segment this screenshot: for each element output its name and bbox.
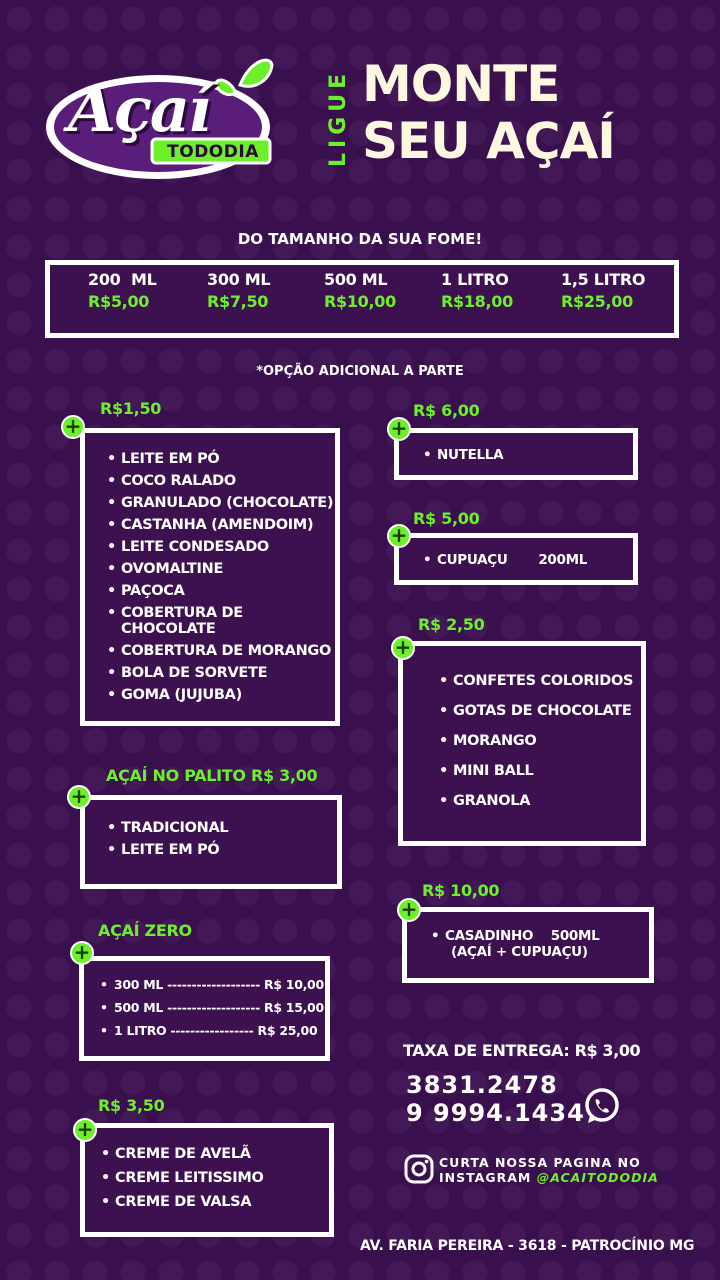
address: AV. FARIA PEREIRA - 3618 - PATROCÍNIO MG: [360, 1238, 695, 1254]
palito-title: AÇAÍ NO PALITO R$ 3,00: [106, 766, 318, 785]
size-label: 1,5 LITRO: [561, 270, 646, 289]
list-item: • 1 LITRO ----------------- R$ 25,00: [100, 1023, 325, 1038]
instagram-prefix: INSTAGRAM: [439, 1170, 537, 1185]
list-item: • MINI BALL: [439, 763, 641, 779]
size-option: [561, 270, 645, 311]
size-option: [88, 270, 157, 311]
header-line1: MONTE: [362, 55, 560, 113]
addon-box: [394, 533, 638, 585]
instagram-handle[interactable]: @ACAITODODIA: [536, 1170, 659, 1185]
zero-title: AÇAÍ ZERO: [98, 921, 192, 940]
group-price: R$ 10,00: [422, 881, 500, 900]
group-price: R$ 2,50: [418, 615, 485, 634]
addon-list: [85, 1128, 329, 1210]
instagram-icon[interactable]: [404, 1154, 434, 1184]
plus-icon: +: [387, 417, 411, 441]
plus-icon: +: [397, 898, 421, 922]
list-item: • TRADICIONAL: [107, 820, 337, 836]
list-item: • LEITE EM PÓ: [107, 451, 335, 467]
list-item: • GOMA (JUJUBA): [107, 687, 335, 703]
plus-icon: +: [391, 636, 415, 660]
zero-box: [79, 956, 330, 1061]
size-label: 1 LITRO: [441, 270, 509, 289]
list-item: • CREME DE AVELÃ: [101, 1146, 329, 1162]
list-item: • CREME LEITISSIMO: [101, 1170, 329, 1186]
list-item: • COBERTURA DE CHOCOLATE: [107, 605, 335, 637]
size-price: R$10,00: [324, 292, 396, 311]
list-item: • MORANGO: [439, 733, 641, 749]
group-price: R$1,50: [100, 399, 162, 418]
addon-list: [85, 433, 335, 703]
list-item: • CUPUAÇU 200ML: [423, 552, 633, 568]
header-line2: SEU AÇAÍ: [362, 112, 615, 170]
size-price: R$5,00: [88, 292, 150, 311]
group-price: R$ 3,50: [98, 1096, 165, 1115]
optional-note: *OPÇÃO ADICIONAL A PARTE: [256, 364, 464, 379]
addon-box: [402, 907, 654, 983]
plus-icon: +: [387, 524, 411, 548]
list-item: • OVOMALTINE: [107, 561, 335, 577]
casadinho-line2: (AÇAÍ + CUPUAÇU): [451, 944, 588, 960]
size-option: [324, 270, 396, 311]
logo-sub-text: TODODIA: [167, 142, 259, 162]
list-item: • LEITE CONDESADO: [107, 539, 335, 555]
list-item: • BOLA DE SORVETE: [107, 665, 335, 681]
whatsapp-icon[interactable]: [582, 1086, 622, 1126]
addon-list: [407, 912, 649, 960]
size-label: 200 ML: [88, 270, 157, 289]
addon-box: [394, 428, 638, 480]
list-item: • COBERTURA DE MORANGO: [107, 643, 335, 659]
addon-box: [80, 1123, 334, 1237]
list-item: • LEITE EM PÓ: [107, 842, 337, 858]
addon-box: [80, 428, 340, 726]
list-item: • CREME DE VALSA: [101, 1194, 329, 1210]
list-item: • 300 ML ------------------- R$ 10,00: [100, 977, 325, 992]
size-option: [207, 270, 270, 311]
size-option: [441, 270, 513, 311]
addon-list: [399, 538, 633, 568]
logo-main-text: Açaí: [68, 73, 210, 146]
phone-landline[interactable]: 3831.2478: [406, 1071, 558, 1099]
size-price: R$25,00: [561, 292, 633, 311]
ligue-label: LIGUE: [326, 68, 351, 167]
size-price: R$18,00: [441, 292, 513, 311]
casadinho-line1: CASADINHO 500ML: [445, 928, 600, 944]
list-item: • CONFETES COLORIDOS: [439, 673, 641, 689]
list-item: • NUTELLA: [423, 447, 633, 463]
addon-box: [398, 641, 646, 846]
instagram-line1: CURTA NOSSA PAGINA NO: [439, 1155, 641, 1170]
list-item: [431, 928, 649, 960]
plus-icon: +: [61, 415, 85, 439]
list-item: • CASTANHA (AMENDOIM): [107, 517, 335, 533]
addon-list: [84, 961, 325, 1038]
palito-box: [80, 795, 342, 889]
list-item: • GRANOLA: [439, 793, 641, 809]
plus-icon: +: [70, 941, 94, 965]
size-label: 500 ML: [324, 270, 388, 289]
addon-list: [85, 800, 337, 858]
list-item: • GOTAS DE CHOCOLATE: [439, 703, 641, 719]
brand-logo: [40, 55, 290, 190]
group-price: R$ 5,00: [413, 509, 480, 528]
list-item: • PAÇOCA: [107, 583, 335, 599]
delivery-fee: TAXA DE ENTREGA: R$ 3,00: [403, 1041, 641, 1060]
instagram-line2: [439, 1170, 659, 1185]
addon-list: [399, 433, 633, 463]
list-item: • GRANULADO (CHOCOLATE): [107, 495, 335, 511]
list-item: • COCO RALADO: [107, 473, 335, 489]
plus-icon: +: [67, 785, 91, 809]
addon-list: [403, 646, 641, 809]
size-price: R$7,50: [207, 292, 269, 311]
group-price: R$ 6,00: [413, 401, 480, 420]
subtitle: DO TAMANHO DA SUA FOME!: [237, 230, 483, 248]
phone-mobile[interactable]: 9 9994.1434: [406, 1099, 585, 1127]
plus-icon: +: [73, 1118, 97, 1142]
list-item: • 500 ML ------------------- R$ 15,00: [100, 1000, 325, 1015]
size-label: 300 ML: [207, 270, 271, 289]
